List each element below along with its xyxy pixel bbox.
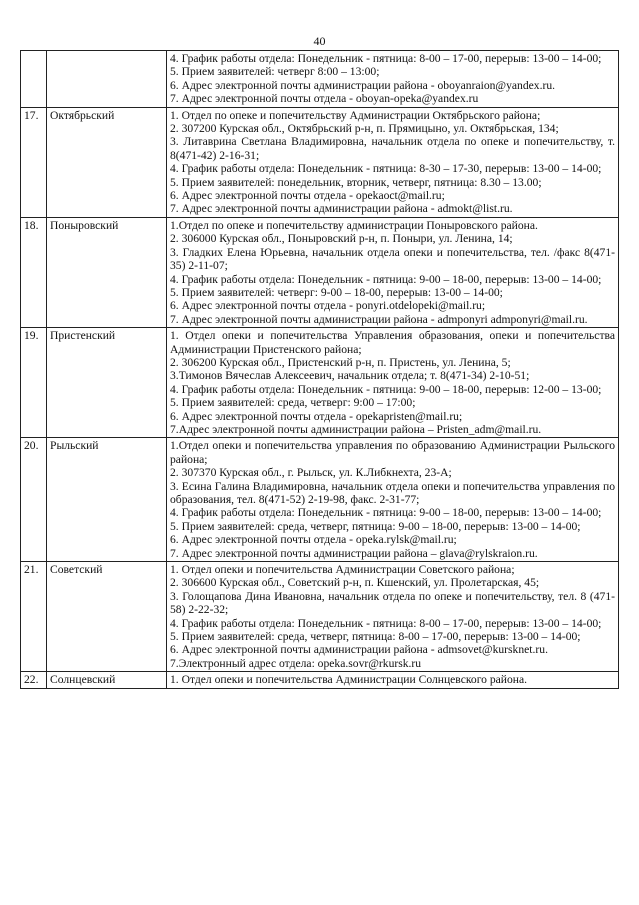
info-line: 5. Прием заявителей: четверг 8:00 – 13:00;: [170, 65, 380, 79]
info-line: 5. Прием заявителей: среда, четверг, пятница: 8-00 – 17-00, перерыв: 13-00 – 14-00;: [170, 630, 581, 644]
info-line: 3. Есина Галина Владимировна, начальник отдела опеки и попечительства управления по образования, тел. 8(471-52) 2-19-98, факс. 2-31-77;: [170, 479, 615, 506]
info-line: 3.Тимонов Вячеслав Алексеевич, начальник отдела; т. 8(471-34) 2-10-51;: [170, 369, 530, 383]
info-line: 5. Прием заявителей: среда, четверг: 9:00 – 17:00;: [170, 396, 416, 410]
table-row: [21, 51, 619, 108]
row-number: 18.: [21, 217, 47, 327]
table-row: [21, 328, 619, 438]
district-info: [167, 438, 619, 562]
table-row: [21, 438, 619, 562]
row-number: 22.: [21, 672, 47, 688]
district-info: [167, 562, 619, 672]
info-line: 6. Адрес электронной почты отдела - opeka.rylsk@mail.ru;: [170, 533, 457, 547]
info-line: 2. 306200 Курская обл., Пристенский р-н, п. Пристень, ул. Ленина, 5;: [170, 355, 511, 369]
districts-table-body: [21, 51, 619, 689]
info-line: 5. Прием заявителей: среда, четверг, пятница: 9-00 – 18-00, перерыв: 13-00 – 14-00;: [170, 519, 581, 533]
info-line: 3. Литаврина Светлана Владимировна, начальник отдела по опеке и попечительству, т. 8(471-42) 2-16-31;: [170, 135, 615, 162]
district-name: Рыльский: [47, 438, 167, 562]
district-name: Поныровский: [47, 217, 167, 327]
info-line: 2. 306000 Курская обл., Поныровский р-н, п. Поныри, ул. Ленина, 14;: [170, 232, 513, 246]
info-line: 4. График работы отдела: Понедельник - пятница: 9-00 – 18-00, перерыв: 13-00 – 14-00;: [170, 272, 602, 286]
info-line: 6. Адрес электронной почты отдела - opekaoct@mail.ru;: [170, 189, 445, 203]
info-line: 3. Голощапова Дина Ивановна, начальник отдела по опеке и попечительству, тел. 8 (471-58) 2-22-32;: [170, 589, 615, 617]
table-row: [21, 107, 619, 217]
info-line: 1.Отдел по опеке и попечительству администрации Поныровского района.: [170, 218, 538, 232]
district-name: Солнцевский: [47, 672, 167, 688]
info-line: 1.Отдел опеки и попечительства управления по образованию Администрации Рыльского района;: [170, 439, 615, 466]
district-name: [47, 51, 167, 108]
row-number: 19.: [21, 328, 47, 438]
info-line: 1. Отдел по опеке и попечительству Администрации Октябрьского района;: [170, 108, 541, 122]
row-number: 17.: [21, 107, 47, 217]
info-line: 6. Адрес электронной почты отдела - opekapristen@mail.ru;: [170, 409, 463, 423]
info-line: 2. 307200 Курская обл., Октябрьский р-н, п. Прямицыно, ул. Октябрьская, 134;: [170, 122, 559, 136]
info-line: 4. График работы отдела: Понедельник - пятница: 8-00 – 17-00, перерыв: 13-00 – 14-00;: [170, 52, 602, 65]
info-line: 7.Электронный адрес отдела: opeka.sovr@rkursk.ru: [170, 656, 422, 670]
district-info: [167, 328, 619, 438]
info-line: 4. График работы отдела: Понедельник - пятница: 8-30 – 17-30, перерыв: 13-00 – 14-00;: [170, 162, 602, 176]
district-name: Октябрьский: [47, 107, 167, 217]
table-row: [21, 672, 619, 688]
row-number: 21.: [21, 562, 47, 672]
info-line: 7. Адрес электронной почты администрации района - admokt@list.ru.: [170, 202, 513, 216]
info-line: 5. Прием заявителей: четверг: 9-00 – 18-00, перерыв: 13-00 – 14-00;: [170, 285, 503, 299]
info-line: 7. Адрес электронной почты отдела - oboyan-opeka@yandex.ru: [170, 92, 479, 106]
info-line: 4. График работы отдела: Понедельник - пятница: 9-00 – 18-00, перерыв: 13-00 – 14-00;: [170, 506, 602, 520]
info-line: 6. Адрес электронной почты администрации района - admsovet@kursknet.ru.: [170, 643, 548, 657]
table-row: [21, 217, 619, 327]
row-number: [21, 51, 47, 108]
info-line: 4. График работы отдела: Понедельник - пятница: 8-00 – 17-00, перерыв: 13-00 – 14-00;: [170, 616, 602, 630]
info-line: 6. Адрес электронной почты администрации района - oboyanraion@yandex.ru.: [170, 78, 556, 92]
info-line: 1. Отдел опеки и попечительства Администрации Советского района;: [170, 563, 515, 577]
info-line: 2. 307370 Курская обл., г. Рыльск, ул. К.Либкнехта, 23-А;: [170, 466, 452, 480]
district-name: Советский: [47, 562, 167, 672]
info-line: 7. Адрес электронной почты администрации района - admponyri admponyri@mail.ru.: [170, 312, 588, 326]
district-info: [167, 51, 619, 108]
info-line: 1. Отдел опеки и попечительства Управления образования, опеки и попечительства Администрации Пристенского района;: [170, 329, 615, 356]
district-name: Пристенский: [47, 328, 167, 438]
row-number: 20.: [21, 438, 47, 562]
info-line: 7.Адрес электронной почты администрации района – Pristen_adm@mail.ru.: [170, 422, 542, 436]
info-line: 6. Адрес электронной почты отдела - ponyri.otdelopeki@mail.ru;: [170, 299, 486, 313]
info-line: 5. Прием заявителей: понедельник, вторник, четверг, пятница: 8.30 – 13.00;: [170, 175, 542, 189]
page-number: 40: [313, 34, 326, 48]
table-row: [21, 562, 619, 672]
info-line: 3. Гладких Елена Юрьевна, начальник отдела опеки и попечительства, тел. /факс 8(471-35) 2-11-07;: [170, 245, 615, 273]
districts-table: [20, 50, 619, 689]
district-info: [167, 672, 619, 688]
district-info: [167, 217, 619, 327]
info-line: 7. Адрес электронной почты администрации района – glava@rylskraion.ru.: [170, 546, 538, 560]
district-info: [167, 107, 619, 217]
info-line: 2. 306600 Курская обл., Советский р-н, п. Кшенский, ул. Пролетарская, 45;: [170, 576, 540, 590]
info-line: 1. Отдел опеки и попечительства Администрации Солнцевского района.: [170, 673, 528, 687]
info-line: 4. График работы отдела: Понедельник - пятница: 9-00 – 18-00, перерыв: 12-00 – 13-00;: [170, 382, 602, 396]
